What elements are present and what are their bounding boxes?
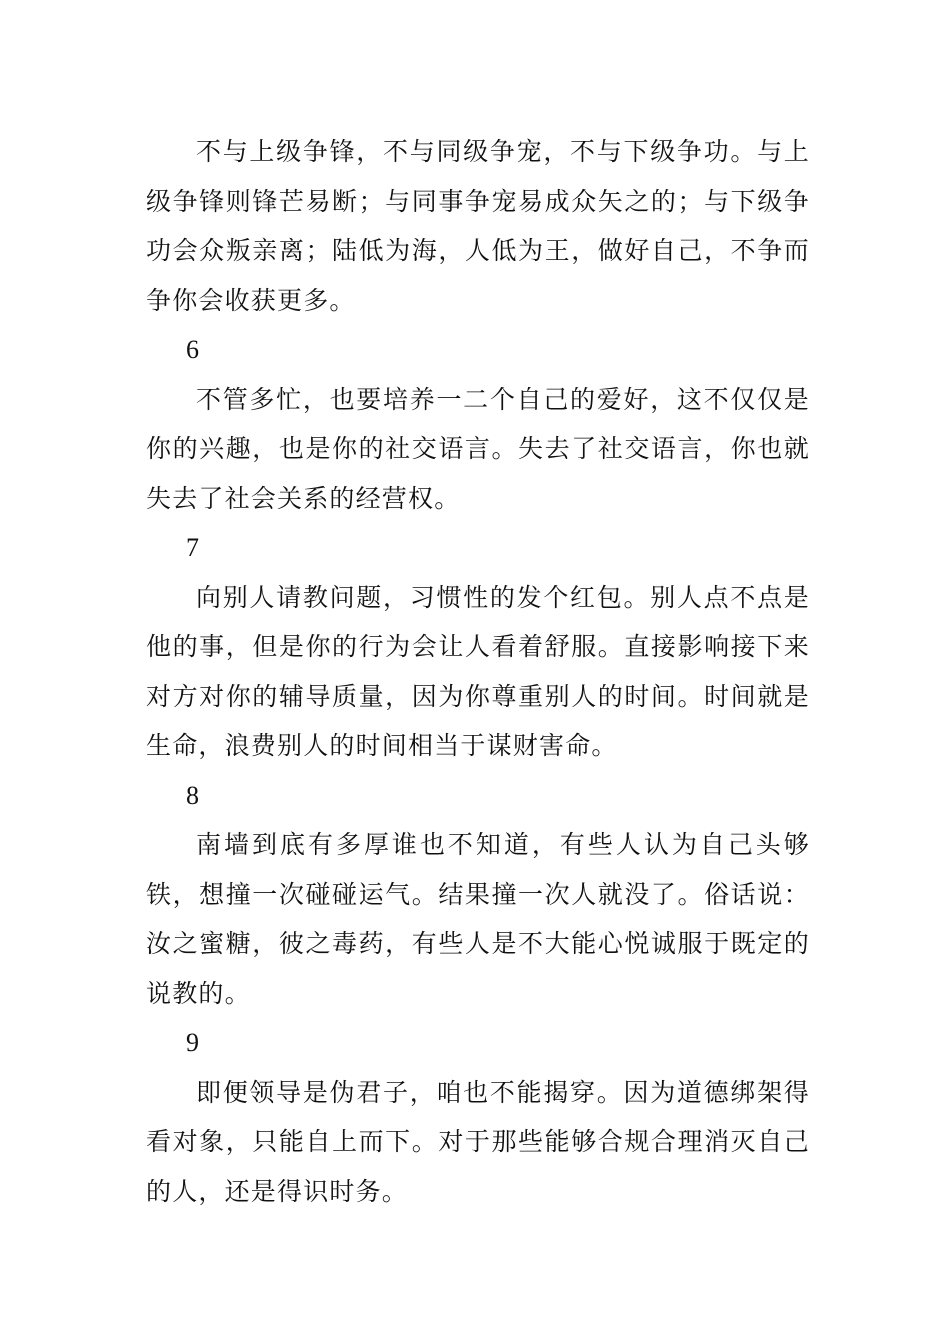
- paragraph-8-body: 南墙到底有多厚谁也不知道，有些人认为自己头够铁，想撞一次碰碰运气。结果撞一次人就没了。俗话说：汝之蜜糖，彼之毒药，有些人是不大能心悦诚服于既定的说教的。: [146, 830, 810, 1008]
- document-body: [146, 127, 810, 1216]
- section-number-6: 6: [186, 335, 199, 364]
- section-number-8: 8: [186, 780, 199, 810]
- paragraph-6-body: 不管多忙，也要培养一二个自己的爱好，这不仅仅是你的兴趣，也是你的社交语言。失去了社交语言，你也就失去了社会关系的经营权。: [146, 384, 810, 513]
- section-number-9: 9: [186, 1028, 199, 1057]
- section-number-7: 7: [186, 533, 199, 562]
- paragraph-5-body: 不与上级争锋，不与同级争宠，不与下级争功。与上级争锋则锋芒易断；与同事争宠易成众矢之的；与下级争功会众叛亲离；陆低为海，人低为王，做好自己，不争而争你会收获更多。: [146, 137, 810, 315]
- paragraph-9-body: 即便领导是伪君子，咱也不能揭穿。因为道德绑架得看对象，只能自上而下。对于那些能够合规合理消灭自己的人，还是得识时务。: [146, 1077, 810, 1206]
- paragraph-7-body: 向别人请教问题，习惯性的发个红包。别人点不点是他的事，但是你的行为会让人看着舒服。直接影响接下来对方对你的辅导质量，因为你尊重别人的时间。时间就是生命，浪费别人的时间相当于谋财害命。: [146, 582, 810, 760]
